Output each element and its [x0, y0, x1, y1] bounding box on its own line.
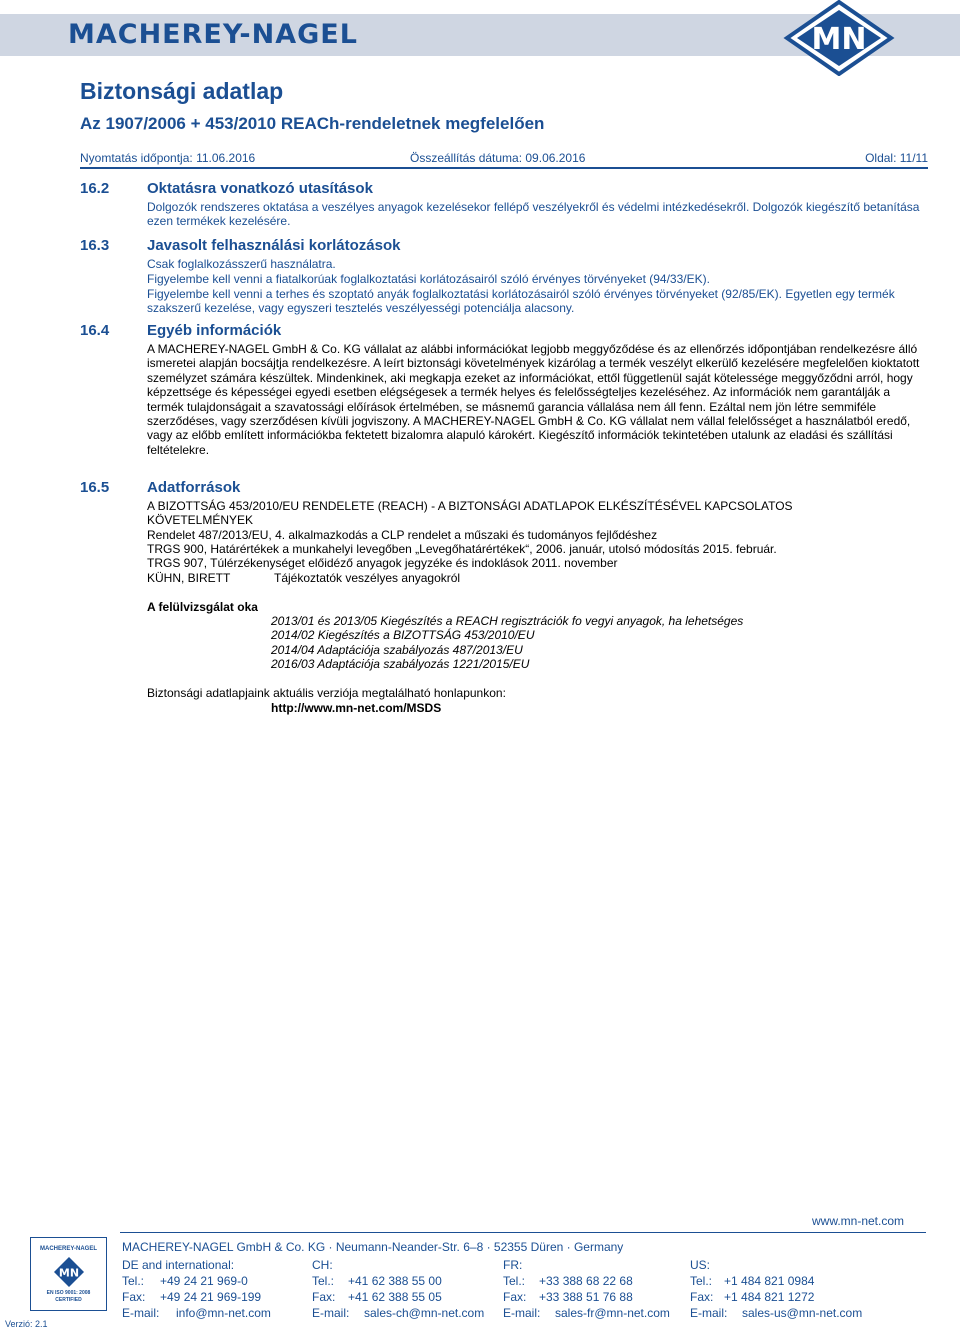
footer-region: FR: [503, 1258, 523, 1272]
footer-tel: +41 62 388 55 00 [348, 1274, 442, 1288]
footer-fax: +1 484 821 1272 [724, 1290, 815, 1304]
section-16-3-number: 16.3 [80, 237, 110, 254]
footer-email-label: E-mail: [122, 1306, 160, 1320]
iso-certificate-badge [30, 1237, 107, 1311]
footer-fax: +49 24 21 969-199 [160, 1290, 262, 1304]
footer-fax-label: Fax: [503, 1290, 527, 1304]
cert-standard: EN ISO 9001: 2008 [46, 1290, 91, 1296]
review-reason-label: A felülvizsgálat oka [147, 600, 258, 614]
footer-fax: +41 62 388 55 05 [348, 1290, 442, 1304]
section-16-4-number: 16.4 [80, 322, 110, 339]
document-subtitle: Az 1907/2006 + 453/2010 REACh-rendeletnek megfelelően [80, 114, 545, 133]
source-2: Rendelet 487/2013/EU, 4. alkalmazkodás a CLP rendelet a műszaki és tudományos fejlődéshez [147, 528, 658, 542]
source-4: TRGS 907, Túlérzékenységet előidéző anyagok jegyzéke és indoklások 2011. november [147, 556, 618, 570]
section-16-3-title: Javasolt felhasználási korlátozások [147, 237, 401, 254]
footer-fax-label: Fax: [122, 1290, 146, 1304]
website-link[interactable]: http://www.mn-net.com/MSDS [271, 701, 442, 715]
footer-website[interactable]: www.mn-net.com [812, 1214, 905, 1228]
source-5-author: KÜHN, BIRETT [147, 571, 231, 585]
review-item: 2014/02 Kiegészítés a BIZOTTSÁG 453/2010/EU [271, 628, 535, 642]
footer-email-label: E-mail: [690, 1306, 728, 1320]
footer-tel-label: Tel.: [122, 1274, 145, 1288]
cert-logo-text: MN [58, 1266, 80, 1280]
mn-logo-text: MN [811, 22, 867, 57]
footer-tel: +33 388 68 22 68 [539, 1274, 633, 1288]
footer-tel-label: Tel.: [690, 1274, 713, 1288]
footer-region: US: [690, 1258, 711, 1272]
section-16-2-text: Dolgozók rendszeres oktatása a veszélyes anyagok kezelésekor fellépő veszélyekről és védelmi intézkedésekről. Dolgozók kiegészítő betanítása ezen termékek kezelésére. [147, 200, 920, 229]
footer-email[interactable]: info@mn-net.com [176, 1306, 271, 1320]
footer-company-address: MACHEREY-NAGEL GmbH & Co. KG · Neumann-Neander-Str. 6–8 · 52355 Düren · Germany [122, 1240, 624, 1254]
version-label: Verzió: 2.1 [5, 1319, 48, 1329]
section-16-4-text: A MACHEREY-NAGEL GmbH & Co. KG vállalat az alábbi információkat legjobb meggyőződése és az ellenőrzés időpontjában rendelkezésre álló ismeretei alapján bocsájtja rendelkezésre. A leírt biztonsági követelmények kizárólag a termék veszélyt elkerülő kezelésére megfelelően kioktatott személyzet számára készültek. Mindenkinek, aki megkapja ezeket az információkat, ettől függetlenül saját kötelessége meggyőződni arról, hogy képzettsége és képességei egyedi esetben elégségesek a termék helyes és felelősségteljes kezeléséhez. Az információk nem garantálják a termék tulajdonságait a szavatossági előírások értelmében, se másnemű garancia vállalása nem áll fenn. Ezáltal nem jön létre semmiféle szerződéses, vagy szerződésen kívüli jogviszony. A MACHEREY-NAGEL GmbH & Co. KG vállalat nem vállal felelősséget a használatból eredő, vagy az előbb említett információkba fektetett bizalomra alapuló károkért. Kiegészítő információk tekintetében utalunk az eladási és szállítási feltételekre. [147, 342, 920, 457]
print-date: Nyomtatás időpontja: 11.06.2016 [80, 151, 256, 165]
footer-divider [120, 1232, 926, 1233]
brand-name: MACHEREY-NAGEL [68, 19, 358, 50]
page-number: Oldal: 11/11 [865, 151, 928, 165]
section-16-3-text-2: Figyelembe kell venni a fiatalkorúak foglalkoztatási korlátozásairól szóló érvényes törvényeket (94/33/EK). [147, 272, 710, 286]
footer-fax-label: Fax: [312, 1290, 336, 1304]
footer-email-label: E-mail: [312, 1306, 350, 1320]
review-item: 2013/01 és 2013/05 Kiegészítés a REACH regisztrációk fo vegyi anyagok, ha lehetséges [271, 614, 744, 628]
section-16-3-text-3: Figyelembe kell venni a terhes és szoptató anyák foglalkoztatási korlátozásairól szóló érvényes törvényeket (92/85/EK). Egyetlen egy termék szakszerű kezelése, vagy egyszeri tesztelés veszélyességi potenciálja alacsony. [147, 287, 895, 316]
section-16-4-title: Egyéb információk [147, 322, 282, 339]
review-item: 2016/03 Adaptációja szabályozás 1221/2015/EU [271, 657, 530, 671]
footer-tel: +1 484 821 0984 [724, 1274, 815, 1288]
footer-fax: +33 388 51 76 88 [539, 1290, 633, 1304]
compile-date: Összeállítás dátuma: 09.06.2016 [410, 151, 586, 165]
section-16-3-text-1: Csak foglalkozásszerű használatra. [147, 257, 336, 271]
footer-fax-label: Fax: [690, 1290, 714, 1304]
section-16-2-title: Oktatásra vonatkozó utasítások [147, 180, 373, 197]
website-text: Biztonsági adatlapjaink aktuális verziója megtalálható honlapunkon: [147, 686, 506, 700]
source-3: TRGS 900, Határértékek a munkahelyi levegőben „Levegőhatárértékek“, 2006. január, utolsó módosítás 2015. február. [147, 542, 777, 556]
source-5-title: Tájékoztatók veszélyes anyagokról [274, 571, 461, 585]
cert-logo-icon [53, 1256, 85, 1288]
header-divider [80, 167, 928, 169]
footer-region: DE and international: [122, 1258, 235, 1272]
footer-email-label: E-mail: [503, 1306, 541, 1320]
cert-company: MACHEREY-NAGEL [39, 1246, 97, 1252]
cert-text [31, 1290, 106, 1304]
section-16-5-number: 16.5 [80, 479, 110, 496]
footer-email[interactable]: sales-fr@mn-net.com [555, 1306, 670, 1320]
footer-email[interactable]: sales-us@mn-net.com [742, 1306, 863, 1320]
section-16-5-title: Adatforrások [147, 479, 241, 496]
footer-tel-label: Tel.: [503, 1274, 526, 1288]
source-1: A BIZOTTSÁG 453/2010/EU RENDELETE (REACH) - A BIZTONSÁGI ADATLAPOK ELKÉSZÍTÉSÉVEL KAPCSOLATOS KÖVETELMÉNYEK [147, 499, 793, 528]
footer-region: CH: [312, 1258, 333, 1272]
footer-email[interactable]: sales-ch@mn-net.com [364, 1306, 485, 1320]
review-item: 2014/04 Adaptációja szabályozás 487/2013/EU [271, 643, 523, 657]
section-16-2-number: 16.2 [80, 180, 110, 197]
footer-tel: +49 24 21 969-0 [160, 1274, 248, 1288]
mn-logo [783, 0, 895, 76]
cert-status: CERTIFIED [55, 1297, 82, 1303]
document-title: Biztonsági adatlap [80, 78, 284, 104]
footer-tel-label: Tel.: [312, 1274, 335, 1288]
